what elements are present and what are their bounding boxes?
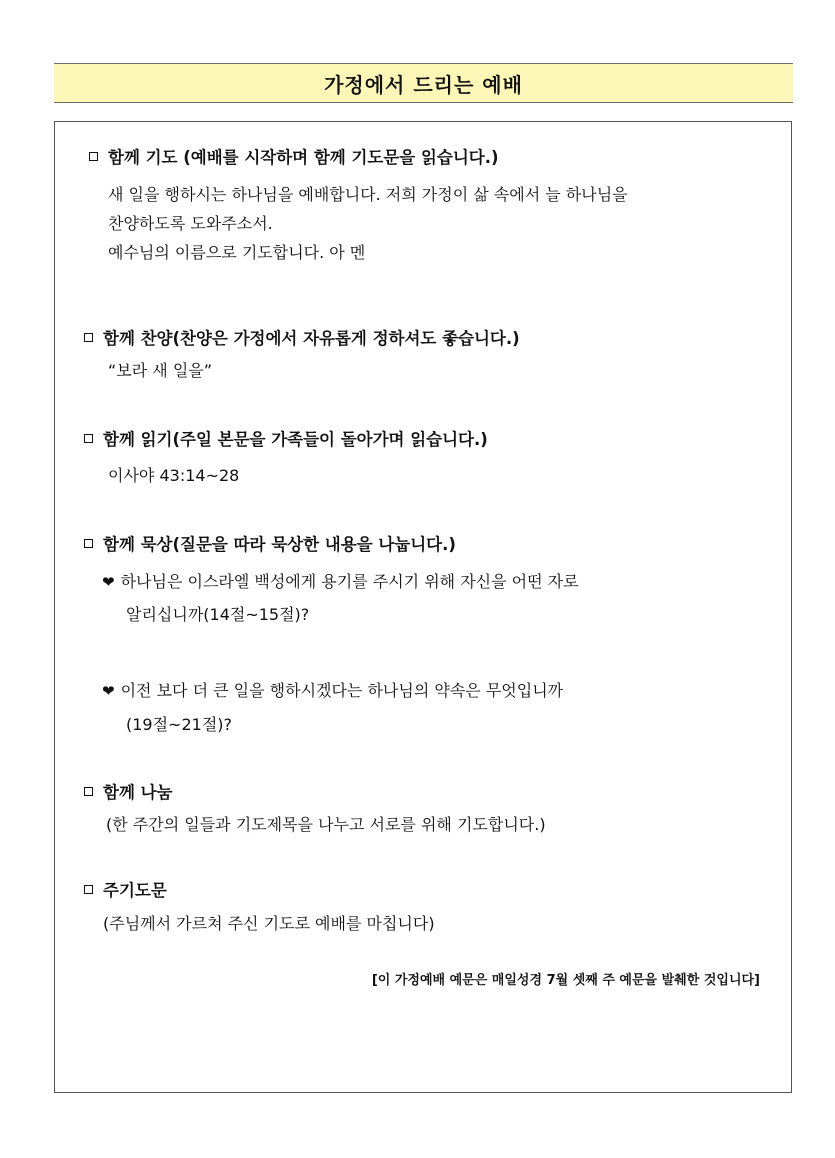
section-heading-lords-prayer [84, 877, 167, 901]
page-title: 가정에서 드리는 예배 [324, 72, 523, 97]
praise-song-title: “보라 새 일을” [108, 361, 213, 380]
prayer-text-line1: 새 일을 행하시는 하나님을 예배합니다. 저희 가정이 삶 속에서 늘 하나님을 [108, 185, 628, 204]
sharing-text: (한 주간의 일들과 기도제목을 나누고 서로를 위해 기도합니다.) [106, 815, 546, 834]
praise-heading-text: 함께 찬양(찬양은 가정에서 자유롭게 정하셔도 좋습니다.) [103, 329, 520, 348]
meditation-question-1 [102, 569, 579, 592]
heart-icon: ❤ [102, 682, 115, 700]
meditation-question-2 [102, 678, 563, 701]
square-bullet-icon [89, 152, 98, 161]
source-footnote: [이 가정예배 예문은 매일성경 7월 셋째 주 예문을 발췌한 것입니다] [371, 973, 760, 988]
section-heading-praise [84, 325, 520, 349]
lords-prayer-text: (주님께서 가르쳐 주신 기도로 예배를 마칩니다) [103, 914, 435, 933]
section-heading-sharing [84, 779, 173, 803]
title-bar [54, 63, 793, 103]
lords-prayer-heading-text: 주기도문 [103, 881, 167, 900]
square-bullet-icon [84, 434, 93, 443]
square-bullet-icon [84, 787, 93, 796]
reading-heading-text: 함께 읽기(주일 본문을 가족들이 돌아가며 읽습니다.) [103, 430, 488, 449]
section-heading-reading [84, 426, 488, 450]
scripture-reference: 이사야 43:14~28 [108, 466, 240, 485]
prayer-text-line3: 예수님의 이름으로 기도합니다. 아 멘 [108, 243, 366, 262]
section-heading-prayer [89, 144, 499, 168]
question-2-line1: 이전 보다 더 큰 일을 행하시겠다는 하나님의 약속은 무엇입니까 [120, 681, 564, 700]
prayer-text-line2: 찬양하도록 도와주소서. [108, 214, 273, 233]
prayer-heading-text: 함께 기도 (예배를 시작하며 함께 기도문을 읽습니다.) [108, 148, 499, 167]
sharing-heading-text: 함께 나눔 [103, 783, 173, 802]
question-1-line2: 알리십니까(14절~15절)? [126, 605, 310, 624]
worship-content-box [54, 121, 792, 1093]
square-bullet-icon [84, 333, 93, 342]
square-bullet-icon [84, 885, 93, 894]
question-2-line2: (19절~21절)? [126, 715, 233, 734]
question-1-line1: 하나님은 이스라엘 백성에게 용기를 주시기 위해 자신을 어떤 자로 [120, 572, 579, 591]
heart-icon: ❤ [102, 573, 115, 591]
meditation-heading-text: 함께 묵상(질문을 따라 묵상한 내용을 나눕니다.) [103, 535, 456, 554]
square-bullet-icon [84, 539, 93, 548]
section-heading-meditation [84, 531, 456, 555]
